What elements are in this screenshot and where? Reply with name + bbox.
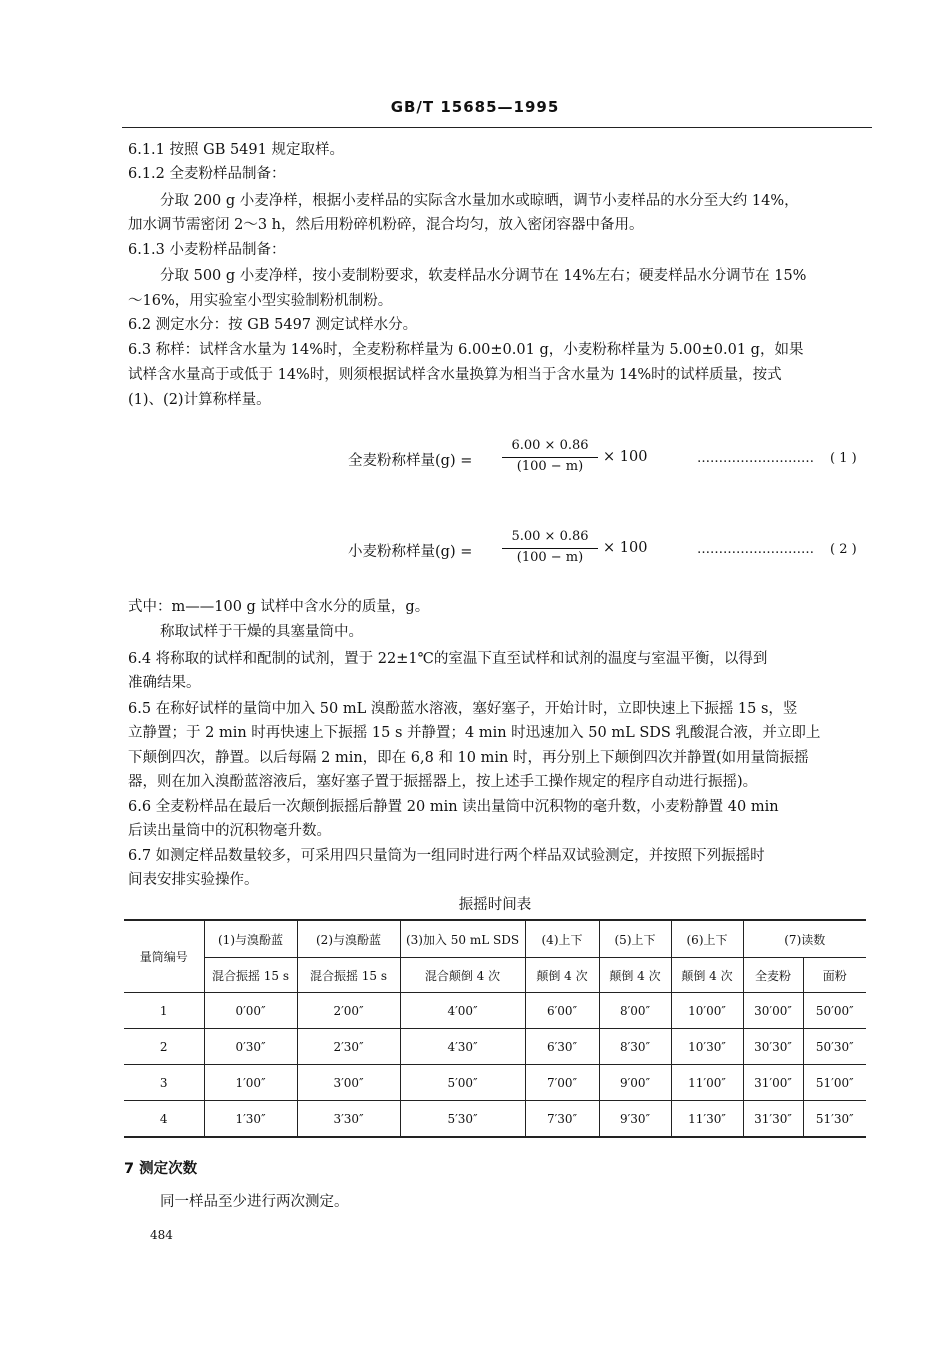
formula-2-leader: ………………………	[697, 542, 814, 557]
table-cell: 30′00″	[743, 993, 803, 1029]
header-step-2-line-1: (2)与溴酚蓝	[297, 920, 400, 958]
clause-6-5: 6.5 在称好试样的量筒中加入 50 mL 溴酚蓝水溶液，塞好塞子，开始计时，立即快速上下振摇 15 s，竖	[128, 701, 798, 717]
formula-2-fraction-bar	[502, 548, 598, 549]
header-step-5-line-1: (5)上下	[599, 920, 671, 958]
formula-2-lhs: 小麦粉称样量(g) =	[348, 544, 473, 560]
table-cell: 31′30″	[743, 1101, 803, 1138]
table-cell: 50′00″	[803, 993, 866, 1029]
table-cell: 2	[124, 1029, 204, 1065]
paragraph-line: 加水调节需密闭 2～3 h，然后用粉碎机粉碎，混合均匀，放入密闭容器中备用。	[128, 217, 644, 233]
header-reading: (7)读数	[743, 920, 866, 958]
table-row	[124, 1065, 866, 1101]
table-cell: 51′30″	[803, 1101, 866, 1138]
header-reading-whole-wheat: 全麦粉	[743, 958, 803, 993]
header-cylinder-no: 量筒编号	[124, 920, 204, 993]
header-step-4-line-2: 颠倒 4 次	[525, 958, 599, 993]
table-cell: 6′30″	[525, 1029, 599, 1065]
formula-1-rhs: × 100	[603, 449, 648, 465]
header-rule	[122, 127, 872, 128]
table-cell: 1	[124, 993, 204, 1029]
table-cell: 1′30″	[204, 1101, 297, 1138]
paragraph-line: 器，则在加入溴酚蓝溶液后，塞好塞子置于振摇器上，按上述手工操作规定的程序自动进行振摇)。	[128, 774, 758, 790]
table-cell: 8′00″	[599, 993, 671, 1029]
table-cell: 0′00″	[204, 993, 297, 1029]
clause-6-7: 6.7 如测定样品数量较多，可采用四只量筒为一组同时进行两个样品双试验测定，并按照下列振摇时	[128, 848, 765, 864]
formula-legend: 式中：m——100 g 试样中含水分的质量，g。	[128, 599, 430, 615]
formula-2-numerator: 5.00 × 0.86	[511, 529, 589, 544]
table-cell: 4′30″	[400, 1029, 525, 1065]
header-step-3-line-2: 混合颠倒 4 次	[400, 958, 525, 993]
paragraph-line: 立静置；于 2 min 时再快速上下振摇 15 s 并静置；4 min 时迅速加入 50 mL SDS 乳酸混合液，并立即上	[128, 725, 821, 741]
paragraph-line: 准确结果。	[128, 675, 201, 691]
table-cell: 9′30″	[599, 1101, 671, 1138]
paragraph-line: (1)、(2)计算称样量。	[128, 392, 271, 408]
paragraph-line: 称取试样于干燥的具塞量筒中。	[160, 624, 363, 640]
table-cell: 1′00″	[204, 1065, 297, 1101]
table-cell: 31′00″	[743, 1065, 803, 1101]
table-row	[124, 1101, 866, 1138]
formula-2-rhs: × 100	[603, 540, 648, 556]
section-7-text: 同一样品至少进行两次测定。	[160, 1194, 349, 1210]
table-cell: 30′30″	[743, 1029, 803, 1065]
table-cell: 51′00″	[803, 1065, 866, 1101]
section-7-heading: 7 测定次数	[124, 1161, 198, 1177]
paragraph-line: 下颠倒四次，静置。以后每隔 2 min，即在 6,8 和 10 min 时，再分别上下颠倒四次并静置(如用量筒振摇	[128, 750, 809, 766]
formula-1-lhs: 全麦粉称样量(g) =	[348, 453, 473, 469]
table-cell: 7′00″	[525, 1065, 599, 1101]
table-cell: 7′30″	[525, 1101, 599, 1138]
clause-6-6: 6.6 全麦粉样品在最后一次颠倒振摇后静置 20 min 读出量筒中沉积物的毫升数，小麦粉静置 40 min	[128, 799, 779, 815]
paragraph-line: 分取 200 g 小麦净样，根据小麦样品的实际含水量加水或晾晒，调节小麦样品的水分至大约 14%，	[160, 193, 799, 209]
formula-1-denominator: (100 − m)	[516, 459, 584, 474]
table-cell: 2′30″	[297, 1029, 400, 1065]
clause-6-3: 6.3 称样：试样含水量为 14%时，全麦粉称样量为 6.00±0.01 g，小麦粉称样量为 5.00±0.01 g，如果	[128, 342, 804, 358]
formula-2-denominator: (100 − m)	[516, 550, 584, 565]
table-caption: 振摇时间表	[458, 897, 532, 913]
table-cell: 10′30″	[671, 1029, 743, 1065]
paragraph-line: 间表安排实验操作。	[128, 872, 259, 888]
table-cell: 5′30″	[400, 1101, 525, 1138]
formula-1-numerator: 6.00 × 0.86	[511, 438, 589, 453]
header-reading-flour: 面粉	[803, 958, 866, 993]
header-step-6-line-2: 颠倒 4 次	[671, 958, 743, 993]
table-cell: 5′00″	[400, 1065, 525, 1101]
clause-6-1-1: 6.1.1 按照 GB 5491 规定取样。	[128, 142, 344, 158]
page-header: GB/T 15685—1995	[390, 98, 560, 116]
table-cell: 3′30″	[297, 1101, 400, 1138]
table-cell: 6′00″	[525, 993, 599, 1029]
header-step-2-line-2: 混合振摇 15 s	[297, 958, 400, 993]
shaking-schedule-table	[124, 919, 866, 1138]
table-cell: 8′30″	[599, 1029, 671, 1065]
paragraph-line: 后读出量筒中的沉积物毫升数。	[128, 823, 331, 839]
paragraph-line: 分取 500 g 小麦净样，按小麦制粉要求，软麦样品水分调节在 14%左右；硬麦样品水分调节在 15%	[160, 268, 807, 284]
table-cell: 4′00″	[400, 993, 525, 1029]
clause-6-4: 6.4 将称取的试样和配制的试剂，置于 22±1℃的室温下直至试样和试剂的温度与室温平衡，以得到	[128, 651, 768, 667]
table-cell: 4	[124, 1101, 204, 1138]
formula-2-number: ( 2 )	[830, 542, 857, 557]
header-step-3-line-1: (3)加入 50 mL SDS	[400, 920, 525, 958]
table-cell: 0′30″	[204, 1029, 297, 1065]
table-cell: 2′00″	[297, 993, 400, 1029]
header-step-4-line-1: (4)上下	[525, 920, 599, 958]
table-cell: 11′00″	[671, 1065, 743, 1101]
header-step-1-line-1: (1)与溴酚蓝	[204, 920, 297, 958]
page-number: 484	[150, 1228, 173, 1242]
table-cell: 11′30″	[671, 1101, 743, 1138]
header-step-5-line-2: 颠倒 4 次	[599, 958, 671, 993]
paragraph-line: 试样含水量高于或低于 14%时，则须根据试样含水量换算为相当于含水量为 14%时的试样质量，按式	[128, 367, 782, 383]
formula-1-number: ( 1 )	[830, 451, 857, 466]
table-cell: 9′00″	[599, 1065, 671, 1101]
table-cell: 50′30″	[803, 1029, 866, 1065]
clause-6-1-2: 6.1.2 全麦粉样品制备：	[128, 166, 286, 182]
table-cell: 10′00″	[671, 993, 743, 1029]
table-cell: 3′00″	[297, 1065, 400, 1101]
table-cell: 3	[124, 1065, 204, 1101]
header-step-6-line-1: (6)上下	[671, 920, 743, 958]
table-row	[124, 993, 866, 1029]
paragraph-line: ～16%，用实验室小型实验制粉机制粉。	[128, 293, 393, 309]
clause-6-2: 6.2 测定水分：按 GB 5497 测定试样水分。	[128, 317, 418, 333]
formula-1-leader: ………………………	[697, 451, 814, 466]
clause-6-1-3: 6.1.3 小麦粉样品制备：	[128, 242, 286, 258]
header-step-1-line-2: 混合振摇 15 s	[204, 958, 297, 993]
formula-1-fraction-bar	[502, 457, 598, 458]
table-row	[124, 1029, 866, 1065]
